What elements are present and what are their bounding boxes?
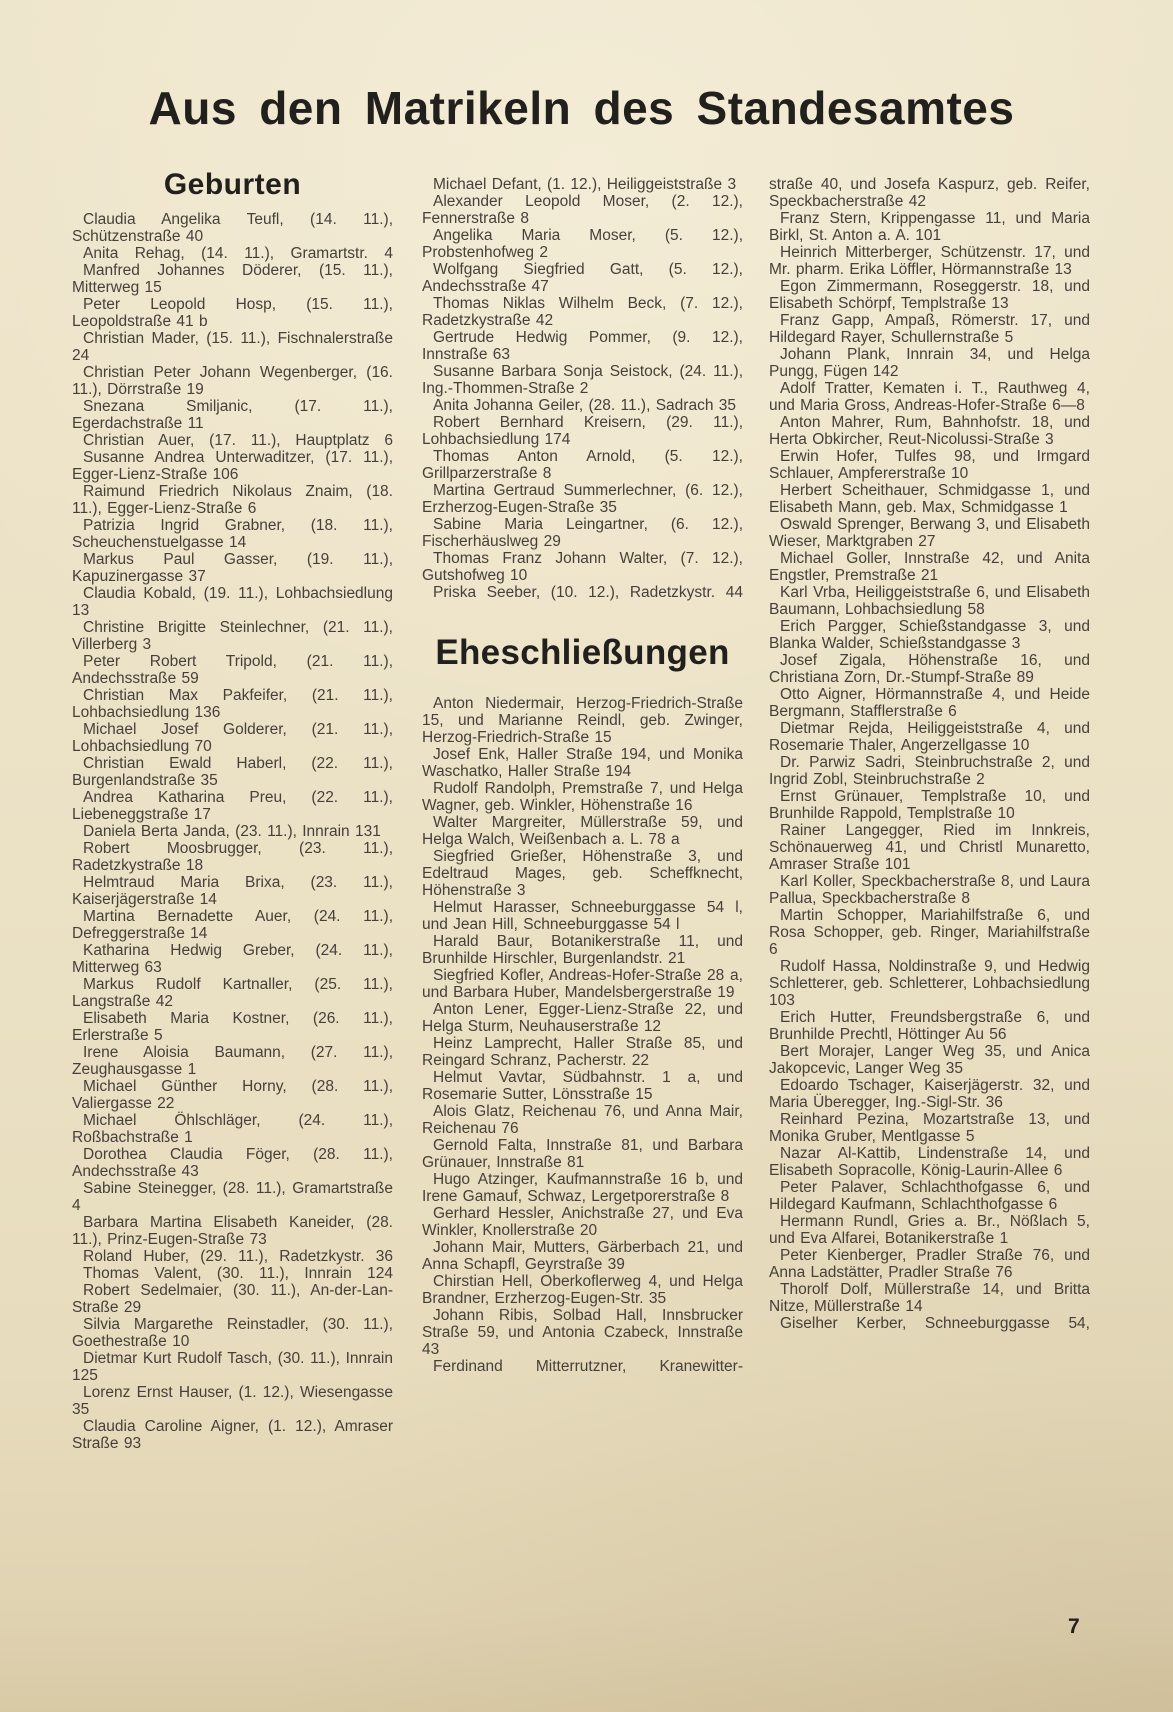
register-entry: Gerhard Hessler, Anichstraße 27, und Eva Winkler, Knollerstraße 20: [422, 1205, 743, 1239]
register-entry: Ferdinand Mitterrutzner, Kranewitter-: [433, 1358, 743, 1375]
register-entry: Peter Leopold Hosp, (15. 11.), Leopoldstraße 41 b: [72, 296, 393, 330]
register-entry: Snezana Smiljanic, (17. 11.), Egerdachstraße 11: [72, 398, 393, 432]
register-entry: Claudia Caroline Aigner, (1. 12.), Amraser Straße 93: [72, 1418, 393, 1452]
register-entry: Harald Baur, Botanikerstraße 11, und Brunhilde Hirschler, Burgenlandstr. 21: [422, 933, 743, 967]
register-entry: Dorothea Claudia Föger, (28. 11.), Andechsstraße 43: [72, 1146, 393, 1180]
register-entry: Heinz Lamprecht, Haller Straße 85, und Reingard Schranz, Pacherstr. 22: [422, 1035, 743, 1069]
register-entry: Michael Öhlschläger, (24. 11.), Roßbachstraße 1: [72, 1112, 393, 1146]
register-entry: Hugo Atzinger, Kaufmannstraße 16 b, und Irene Gamauf, Schwaz, Lergetporerstraße 8: [422, 1171, 743, 1205]
register-entry: Heinrich Mitterberger, Schützenstr. 17, und Mr. pharm. Erika Löffler, Hörmannstraße 13: [769, 244, 1090, 278]
register-entry: Gernold Falta, Innstraße 81, und Barbara Grünauer, Innstraße 81: [422, 1137, 743, 1171]
register-entry: Christine Brigitte Steinlechner, (21. 11.), Villerberg 3: [72, 619, 393, 653]
register-entry: Andrea Katharina Preu, (22. 11.), Liebeneggstraße 17: [72, 789, 393, 823]
register-entry: Josef Enk, Haller Straße 194, und Monika Waschatko, Haller Straße 194: [422, 746, 743, 780]
register-entry: Martina Bernadette Auer, (24. 11.), Defreggerstraße 14: [72, 908, 393, 942]
page-title: Aus den Matrikeln des Standesamtes: [148, 82, 1015, 134]
register-entry: Claudia Angelika Teufl, (14. 11.), Schützenstraße 40: [72, 211, 393, 245]
register-entry: Alexander Leopold Moser, (2. 12.), Fennerstraße 8: [422, 193, 743, 227]
register-entry: Edoardo Tschager, Kaiserjägerstr. 32, und Maria Überegger, Ing.-Sigl-Str. 36: [769, 1077, 1090, 1111]
register-entry: Martin Schopper, Mariahilfstraße 6, und Rosa Schopper, geb. Ringer, Mariahilfstraße 6: [769, 907, 1090, 958]
register-entry: Christian Peter Johann Wegenberger, (16. 11.), Dörrstraße 19: [72, 364, 393, 398]
register-entry: Thomas Niklas Wilhelm Beck, (7. 12.), Radetzkystraße 42: [422, 295, 743, 329]
register-entry: Sabine Maria Leingartner, (6. 12.), Fischerhäuslweg 29: [422, 516, 743, 550]
register-entry: Oswald Sprenger, Berwang 3, und Elisabeth Wieser, Marktgraben 27: [769, 516, 1090, 550]
register-entry: Michael Defant, (1. 12.), Heiliggeiststraße 3: [433, 176, 737, 193]
register-entry: Anita Rehag, (14. 11.), Gramartstr. 4: [83, 245, 393, 262]
register-entry: Elisabeth Maria Kostner, (26. 11.), Erlerstraße 5: [72, 1010, 393, 1044]
register-entry: Lorenz Ernst Hauser, (1. 12.), Wiesengasse 35: [72, 1384, 393, 1418]
register-entry: Daniela Berta Janda, (23. 11.), Innrain 131: [83, 823, 381, 840]
register-entry: Thomas Franz Johann Walter, (7. 12.), Gutshofweg 10: [422, 550, 743, 584]
register-entry: Johann Plank, Innrain 34, und Helga Pungg, Fügen 142: [769, 346, 1090, 380]
register-entry: Susanne Barbara Sonja Seistock, (24. 11.), Ing.-Thommen-Straße 2: [422, 363, 743, 397]
register-entry: Siegfried Kofler, Andreas-Hofer-Straße 28 a, und Barbara Huber, Mandelsbergerstraße 19: [422, 967, 743, 1001]
register-entry: Dietmar Kurt Rudolf Tasch, (30. 11.), Innrain 125: [72, 1350, 393, 1384]
register-entry: Anita Johanna Geiler, (28. 11.), Sadrach 35: [433, 397, 736, 414]
register-entry: Robert Moosbrugger, (23. 11.), Radetzkystraße 18: [72, 840, 393, 874]
register-entry: Sabine Steinegger, (28. 11.), Gramartstraße 4: [72, 1180, 393, 1214]
register-entry: Claudia Kobald, (19. 11.), Lohbachsiedlung 13: [72, 585, 393, 619]
register-entry: Otto Aigner, Hörmannstraße 4, und Heide Bergmann, Stafflerstraße 6: [769, 686, 1090, 720]
register-entry: Reinhard Pezina, Mozartstraße 13, und Monika Gruber, Mentlgasse 5: [769, 1111, 1090, 1145]
register-entry: Bert Morajer, Langer Weg 35, und Anica Jakopcevic, Langer Weg 35: [769, 1043, 1090, 1077]
marriages-section-heading: Eheschließungen: [435, 633, 730, 672]
register-entry: Karl Koller, Speckbacherstraße 8, und Laura Pallua, Speckbacherstraße 8: [769, 873, 1091, 907]
register-entry: Johann Mair, Mutters, Gärberbach 21, und Anna Schapfl, Geyrstraße 39: [422, 1239, 743, 1273]
register-entry: Silvia Margarethe Reinstadler, (30. 11.), Goethestraße 10: [72, 1316, 393, 1350]
register-entry: Helmut Vavtar, Südbahnstr. 1 a, und Rosemarie Sutter, Lönsstraße 15: [422, 1069, 743, 1103]
register-entry: Christian Auer, (17. 11.), Hauptplatz 6: [83, 432, 393, 449]
register-entry: Egon Zimmermann, Roseggerstr. 18, und Elisabeth Schörpf, Templstraße 13: [769, 278, 1090, 312]
register-entry: Giselher Kerber, Schneeburggasse 54,: [780, 1315, 1090, 1332]
register-entry: Susanne Andrea Unterwaditzer, (17. 11.), Egger-Lienz-Straße 106: [72, 449, 393, 483]
register-entry: Helmtraud Maria Brixa, (23. 11.), Kaiserjägerstraße 14: [72, 874, 393, 908]
register-entry: Rudolf Hassa, Noldinstraße 9, und Hedwig Schletterer, geb. Schletterer, Lohbachsiedlung 103: [769, 958, 1090, 1009]
register-entry: Chirstian Hell, Oberkoflerweg 4, und Helga Brandner, Erzherzog-Eugen-Str. 35: [422, 1273, 743, 1307]
register-entry: Peter Palaver, Schlachthofgasse 6, und Hildegard Kaufmann, Schlachthofgasse 6: [769, 1179, 1090, 1213]
register-entry: Karl Vrba, Heiliggeiststraße 6, und Elisabeth Baumann, Lohbachsiedlung 58: [769, 584, 1090, 618]
register-entry: Herbert Scheithauer, Schmidgasse 1, und Elisabeth Mann, geb. Max, Schmidgasse 1: [769, 482, 1090, 516]
register-entry: Thomas Valent, (30. 11.), Innrain 124: [83, 1265, 393, 1282]
register-entry: Erwin Hofer, Tulfes 98, und Irmgard Schlauer, Ampfererstraße 10: [769, 448, 1090, 482]
register-entry: Anton Niedermair, Herzog-Friedrich-Straße 15, und Marianne Reindl, geb. Zwinger, Herzog-Friedrich-Straße 15: [422, 695, 743, 746]
register-entry: Michael Günther Horny, (28. 11.), Valiergasse 22: [72, 1078, 393, 1112]
register-entry: Gertrude Hedwig Pommer, (9. 12.), Innstraße 63: [422, 329, 743, 363]
column-births: [72, 168, 393, 1452]
register-entry: Peter Kienberger, Pradler Straße 76, und Anna Ladstätter, Pradler Straße 76: [769, 1247, 1090, 1281]
register-entry: Michael Josef Golderer, (21. 11.), Lohbachsiedlung 70: [72, 721, 393, 755]
register-entry: Nazar Al-Kattib, Lindenstraße 14, und Elisabeth Sopracolle, König-Laurin-Allee 6: [769, 1145, 1090, 1179]
register-entry: Priska Seeber, (10. 12.), Radetzkystr. 44: [433, 584, 743, 601]
register-entry: Hermann Rundl, Gries a. Br., Nößlach 5, und Eva Alfarei, Botanikerstraße 1: [769, 1213, 1090, 1247]
births-section-heading: Geburten: [163, 168, 302, 201]
register-entry: Barbara Martina Elisabeth Kaneider, (28. 11.), Prinz-Eugen-Straße 73: [72, 1214, 393, 1248]
register-entry: Wolfgang Siegfried Gatt, (5. 12.), Andechsstraße 47: [422, 261, 743, 295]
register-entry: Josef Zigala, Höhenstraße 16, und Christiana Zorn, Dr.-Stumpf-Straße 89: [769, 652, 1090, 686]
register-entry: Katharina Hedwig Greber, (24. 11.), Mitterweg 63: [72, 942, 393, 976]
register-entry: Robert Sedelmaier, (30. 11.), An-der-Lan-Straße 29: [72, 1282, 393, 1316]
register-entry: straße 40, und Josefa Kaspurz, geb. Reifer, Speckbacherstraße 42: [769, 176, 1090, 210]
register-entry: Dietmar Rejda, Heiliggeiststraße 4, und Rosemarie Thaler, Angerzellgasse 10: [769, 720, 1090, 754]
register-entry: Anton Mahrer, Rum, Bahnhofstr. 18, und Herta Obkircher, Reut-Nicolussi-Straße 3: [769, 414, 1090, 448]
register-entry: Dr. Parwiz Sadri, Steinbruchstraße 2, und Ingrid Zobl, Steinbruchstraße 2: [769, 754, 1090, 788]
register-entry: Martina Gertraud Summerlechner, (6. 12.), Erzherzog-Eugen-Straße 35: [422, 482, 743, 516]
register-entry: Markus Rudolf Kartnaller, (25. 11.), Langstraße 42: [72, 976, 393, 1010]
register-entry: Thorolf Dolf, Müllerstraße 14, und Britta Nitze, Müllerstraße 14: [769, 1281, 1090, 1315]
register-entry: Christian Ewald Haberl, (22. 11.), Burgenlandstraße 35: [72, 755, 393, 789]
register-entry: Siegfried Grießer, Höhenstraße 3, und Edeltraud Mages, geb. Scheffknecht, Höhenstraße 3: [422, 848, 743, 899]
register-entry: Christian Mader, (15. 11.), Fischnalerstraße 24: [72, 330, 393, 364]
register-entry: Markus Paul Gasser, (19. 11.), Kapuzinergasse 37: [72, 551, 393, 585]
column-marriages-continued: [769, 176, 1090, 1332]
register-entry: Angelika Maria Moser, (5. 12.), Probstenhofweg 2: [422, 227, 743, 261]
column-births-continued-and-marriages: [422, 176, 743, 1375]
register-entry: Franz Stern, Krippengasse 11, und Maria Birkl, St. Anton a. A. 101: [769, 210, 1090, 244]
register-entry: Christian Max Pakfeifer, (21. 11.), Lohbachsiedlung 136: [72, 687, 393, 721]
register-entry: Rudolf Randolph, Premstraße 7, und Helga Wagner, geb. Winkler, Höhenstraße 16: [422, 780, 743, 814]
page-number: 7: [1068, 1615, 1080, 1638]
register-entry: Peter Robert Tripold, (21. 11.), Andechsstraße 59: [72, 653, 393, 687]
register-entry: Walter Margreiter, Müllerstraße 59, und Helga Walch, Weißenbach a. L. 78 a: [422, 814, 743, 848]
register-entry: Ernst Grünauer, Templstraße 10, und Brunhilde Rappold, Templstraße 10: [769, 788, 1090, 822]
register-entry: Manfred Johannes Döderer, (15. 11.), Mitterweg 15: [72, 262, 393, 296]
register-entry: Michael Goller, Innstraße 42, und Anita Engstler, Premstraße 21: [769, 550, 1090, 584]
register-entry: Thomas Anton Arnold, (5. 12.), Grillparzerstraße 8: [422, 448, 743, 482]
register-entry: Anton Lener, Egger-Lienz-Straße 22, und Helga Sturm, Neuhauserstraße 12: [422, 1001, 743, 1035]
register-entry: Raimund Friedrich Nikolaus Znaim, (18. 11.), Egger-Lienz-Straße 6: [72, 483, 393, 517]
register-entry: Erich Pargger, Schießstandgasse 3, und Blanka Walder, Schießstandgasse 3: [769, 618, 1090, 652]
register-entry: Adolf Tratter, Kematen i. T., Rauthweg 4, und Maria Gross, Andreas-Hofer-Straße 6—8: [769, 380, 1090, 414]
register-entry: Johann Ribis, Solbad Hall, Innsbrucker Straße 59, und Antonia Czabeck, Innstraße 43: [422, 1307, 743, 1358]
register-entry: Alois Glatz, Reichenau 76, und Anna Mair, Reichenau 76: [422, 1103, 743, 1137]
register-entry: Irene Aloisia Baumann, (27. 11.), Zeughausgasse 1: [72, 1044, 393, 1078]
register-entry: Roland Huber, (29. 11.), Radetzkystr. 36: [83, 1248, 393, 1265]
register-entry: Franz Gapp, Ampaß, Römerstr. 17, und Hildegard Rayer, Schullernstraße 5: [769, 312, 1090, 346]
register-entry: Erich Hutter, Freundsbergstraße 6, und Brunhilde Prechtl, Höttinger Au 56: [769, 1009, 1090, 1043]
register-entry: Rainer Langegger, Ried im Innkreis, Schönauerweg 41, und Christl Munaretto, Amraser Straße 101: [769, 822, 1090, 873]
register-entry: Patrizia Ingrid Grabner, (18. 11.), Scheuchenstuelgasse 14: [72, 517, 393, 551]
register-entry: Helmut Harasser, Schneeburggasse 54 l, und Jean Hill, Schneeburggasse 54 l: [422, 899, 743, 933]
register-entry: Robert Bernhard Kreisern, (29. 11.), Lohbachsiedlung 174: [422, 414, 743, 448]
